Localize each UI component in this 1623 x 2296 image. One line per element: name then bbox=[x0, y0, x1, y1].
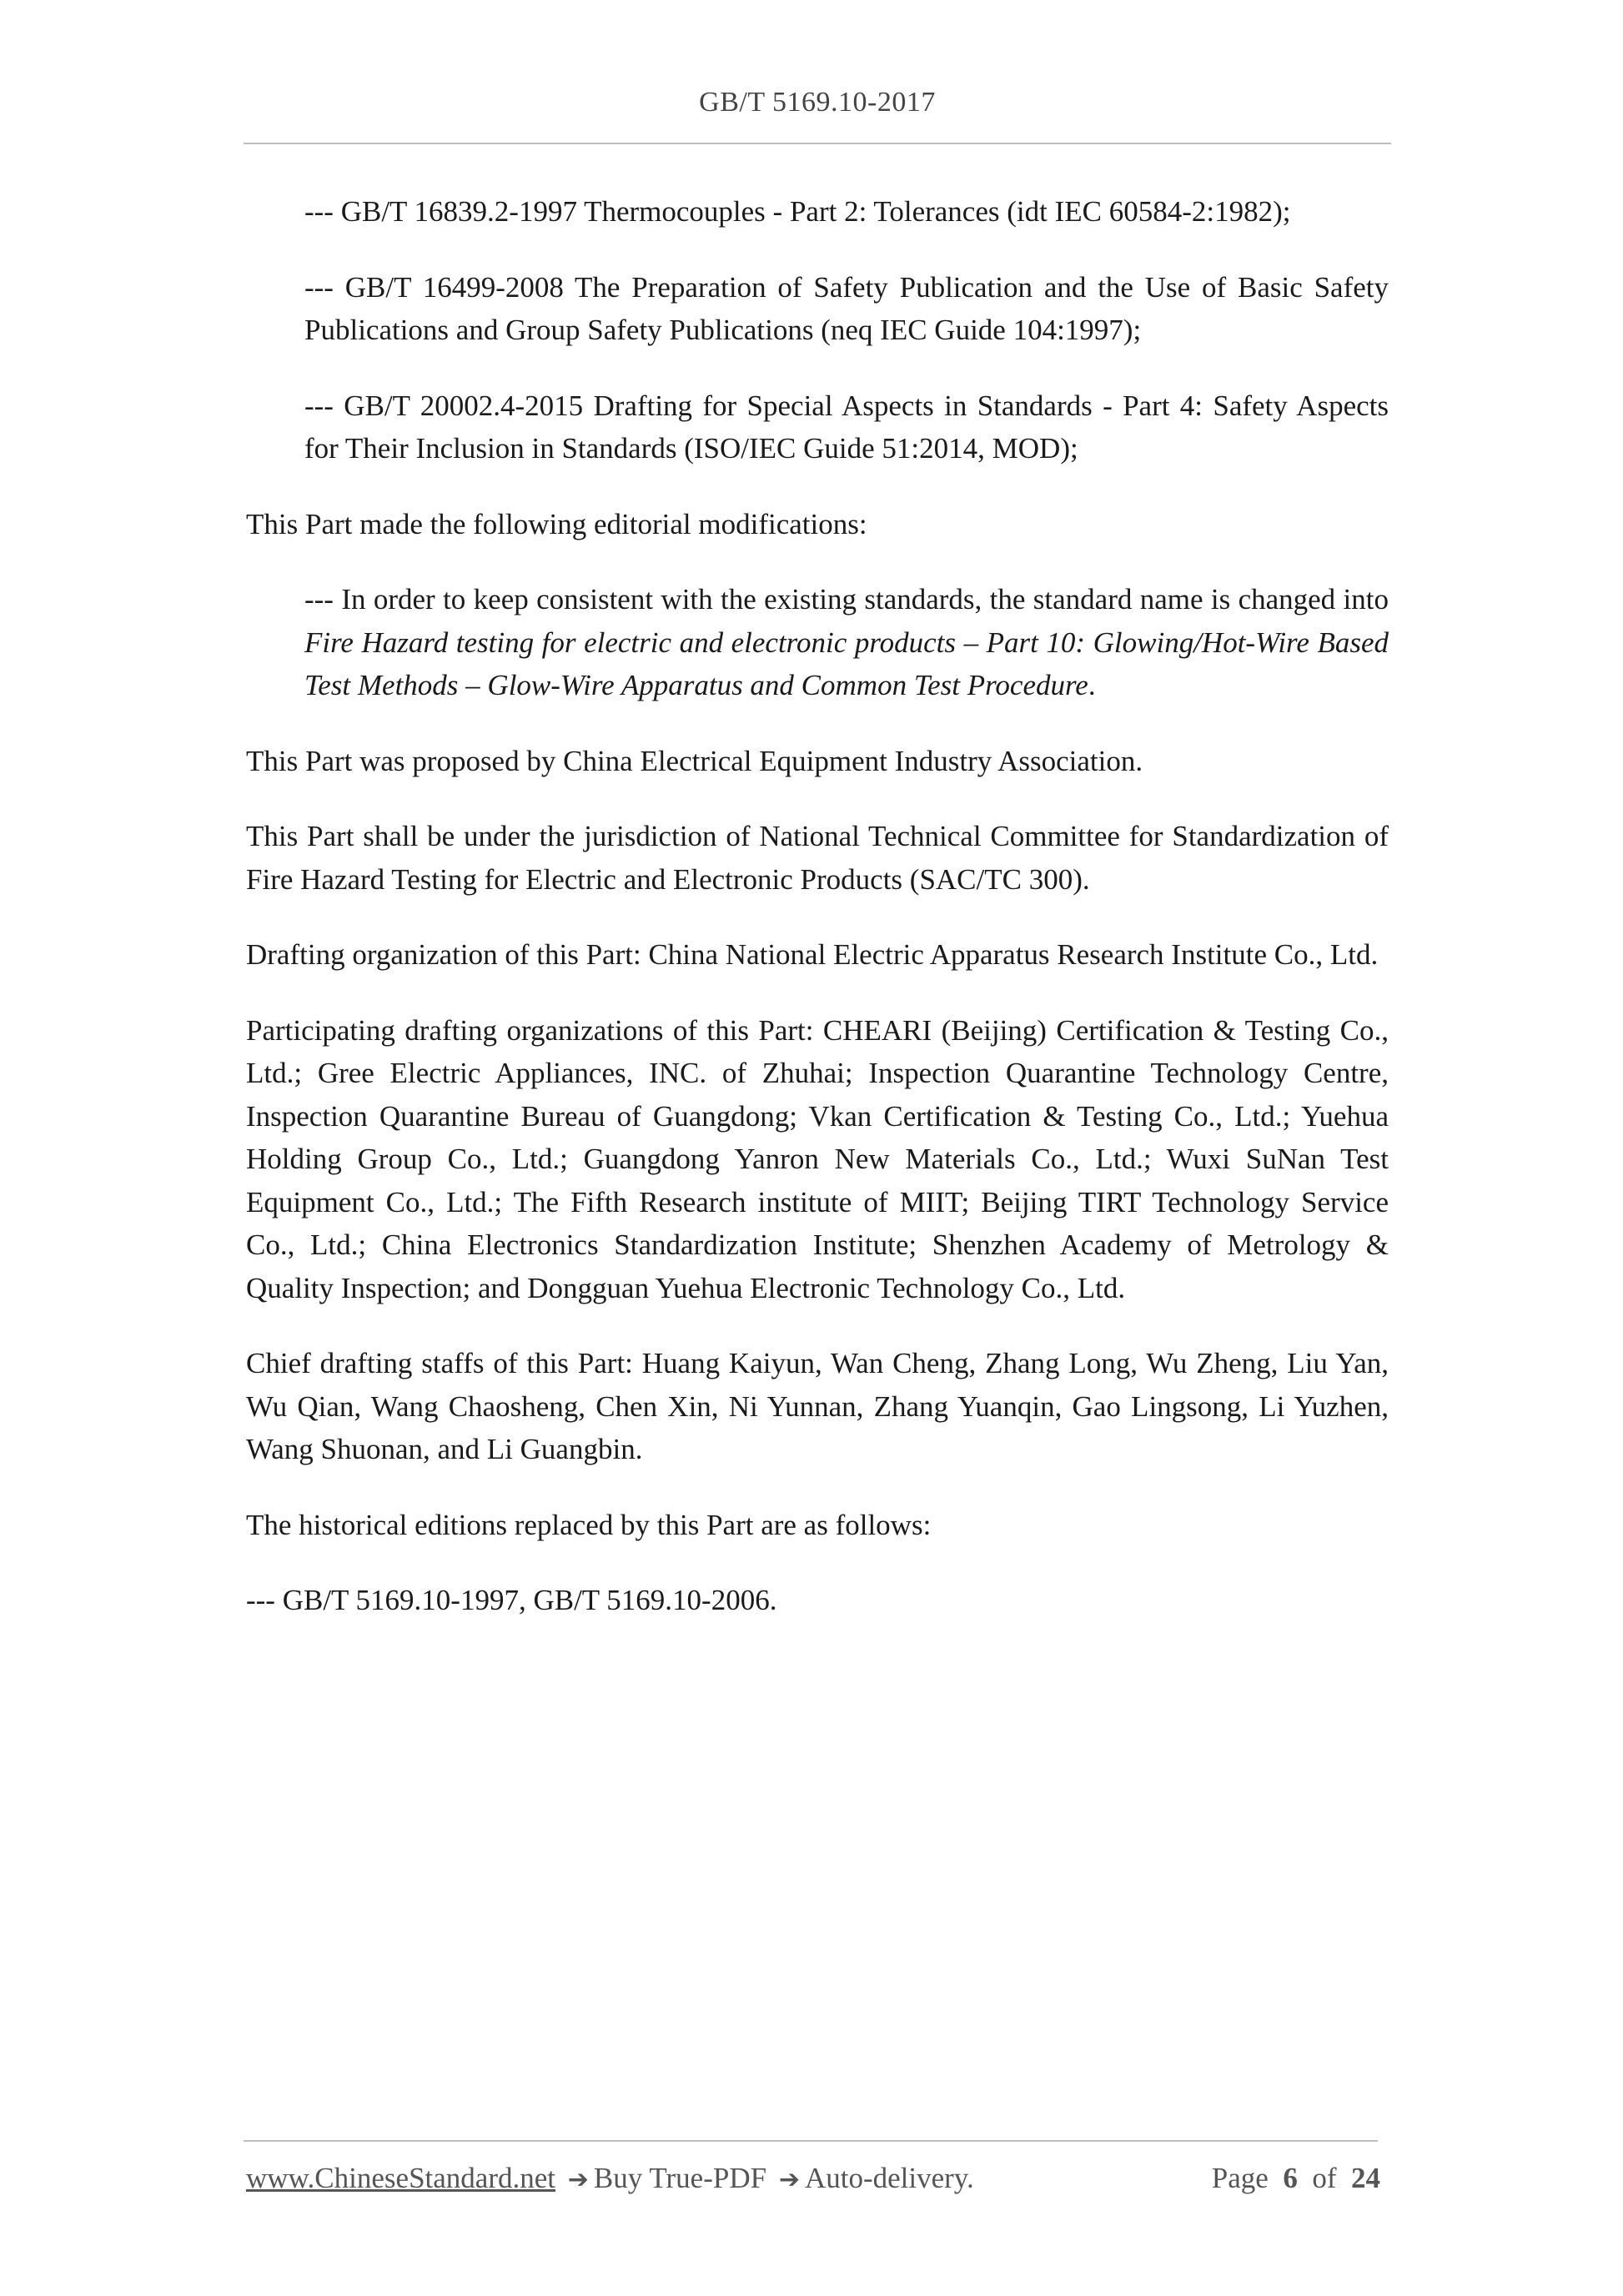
header-divider bbox=[244, 143, 1391, 144]
jurisdiction: This Part shall be under the jurisdiction of National Technical Committee for Standardization of Fire Hazard Testing for Electric and Electronic Products (SAC/TC 300). bbox=[246, 820, 1389, 896]
editorial-item-prefix: --- In order to keep consistent with the existing standards, the standard name is changed into bbox=[304, 583, 1389, 615]
header-title: GB/T 5169.10-2017 bbox=[699, 87, 936, 118]
buy-true-pdf-text: Buy True-PDF bbox=[593, 2162, 767, 2194]
historical-editions-item: --- GB/T 5169.10-1997, GB/T 5169.10-2006. bbox=[246, 1584, 777, 1616]
reference-item: --- GB/T 20002.4-2015 Drafting for Special Aspects in Standards - Part 4: Safety Aspects for Their Inclusion in Standards (ISO/IEC Guide 51:2014, MOD); bbox=[304, 389, 1389, 465]
footer-promo bbox=[246, 2162, 974, 2195]
page-label: Page bbox=[1211, 2162, 1269, 2194]
reference-item: --- GB/T 16839.2-1997 Thermocouples - Part 2: Tolerances (idt IEC 60584-2:1982); bbox=[304, 195, 1291, 228]
arrow-right-icon: ➔ bbox=[778, 2165, 800, 2194]
document-body bbox=[246, 190, 1389, 1622]
chief-drafting-staff: Chief drafting staffs of this Part: Huang Kaiyun, Wan Cheng, Zhang Long, Wu Zheng, Liu Yan, Wu Qian, Wang Chaosheng, Chen Xin, Ni Yunnan, Zhang Yuanqin, Gao Lingsong, Li Yuzhen, Wang Shuonan, and Li Guangbin. bbox=[246, 1347, 1389, 1465]
footer-divider bbox=[244, 2140, 1378, 2142]
drafting-organization: Drafting organization of this Part: China National Electric Apparatus Research Institute Co., Ltd. bbox=[246, 938, 1379, 971]
editorial-item-suffix: . bbox=[1088, 669, 1096, 701]
standard-name-title: Fire Hazard testing for electric and electronic products – Part 10: Glowing/Hot-Wire Based Test Methods – Glow-Wire Apparatus and Common Test Procedure bbox=[304, 625, 1389, 701]
proposed-by: This Part was proposed by China Electrical Equipment Industry Association. bbox=[246, 744, 1143, 777]
editorial-intro: This Part made the following editorial modifications: bbox=[246, 507, 867, 540]
auto-delivery-text: Auto-delivery. bbox=[804, 2162, 974, 2194]
page-number bbox=[1212, 2162, 1380, 2195]
chinese-standard-link[interactable]: www.ChineseStandard.net bbox=[246, 2162, 555, 2194]
historical-editions-intro: The historical editions replaced by this Part are as follows: bbox=[246, 1508, 932, 1541]
page-current: 6 bbox=[1283, 2162, 1298, 2194]
page-total: 24 bbox=[1351, 2162, 1380, 2194]
reference-item: --- GB/T 16499-2008 The Preparation of Safety Publication and the Use of Basic Safety Publications and Group Safety Publications (neq IEC Guide 104:1997); bbox=[304, 270, 1389, 346]
editorial-item bbox=[304, 578, 1389, 707]
page-of-label: of bbox=[1312, 2162, 1337, 2194]
arrow-right-icon: ➔ bbox=[567, 2165, 589, 2194]
participating-organizations: Participating drafting organizations of this Part: CHEARI (Beijing) Certification & Testing Co., Ltd.; Gree Electric Appliances, INC. of Zhuhai; Inspection Quarantine Technology Centre, Inspection Quarantine Bureau of Guangdong; Vkan Certification & Testing Co., Ltd.; Yuehua Holding Group Co., Ltd.; Guangdong Yanron New Materials Co., Ltd.; Wuxi SuNan Test Equipment Co., Ltd.; The Fifth Research institute of MIIT; Beijing TIRT Technology Service Co., Ltd.; China Electronics Standardization Institute; Shenzhen Academy of Metrology & Quality Inspection; and Dongguan Yuehua Electronic Technology Co., Ltd. bbox=[246, 1013, 1389, 1304]
